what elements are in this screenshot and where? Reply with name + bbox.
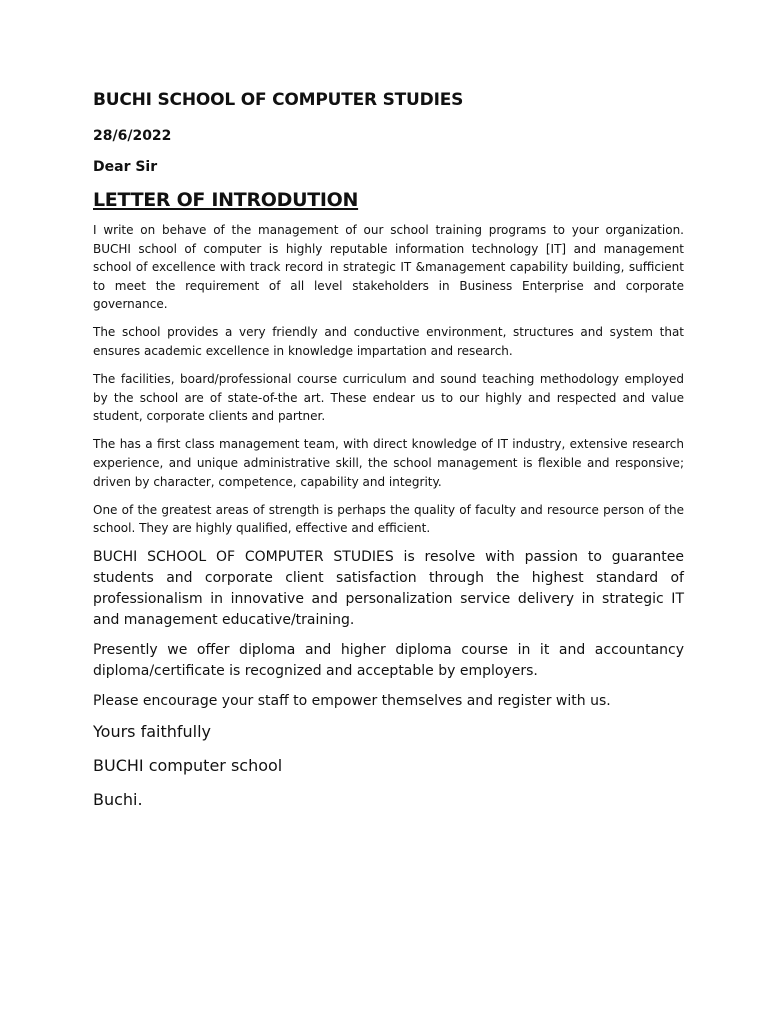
signature-organization: BUCHI computer school [93, 756, 283, 776]
salutation: Dear Sir [93, 159, 158, 175]
letter-subject: LETTER OF INTRODUTION [93, 189, 359, 211]
paragraph-mission: BUCHI SCHOOL OF COMPUTER STUDIES is resolve with passion to guarantee students and corporate client satisfaction through the highest standard of professionalism in innovative and personalization service delivery in strategic IT and management educative/training. [93, 549, 684, 629]
paragraph-environment: The school provides a very friendly and conductive environment, structures and system that ensures academic excellence in knowledge impartation and research. [93, 325, 684, 359]
letter-page [93, 88, 684, 823]
paragraph-facilities: The facilities, board/professional course curriculum and sound teaching methodology employed by the school are of state-of-the art. These endear us to our highly and respected and value student, corporate clients and partner. [93, 372, 684, 424]
school-name-heading: BUCHI SCHOOL OF COMPUTER STUDIES [93, 90, 464, 110]
paragraph-courses: Presently we offer diploma and higher diploma course in it and accountancy diploma/certificate is recognized and acceptable by employers. [93, 642, 684, 680]
paragraph-intro: I write on behave of the management of our school training programs to your organization. BUCHI school of computer is highly reputable information technology [IT] and management school of excellence with track record in strategic IT &management capability building, sufficient to meet the requirement of all level stakeholders in Business Enterprise and corporate governance. [93, 223, 684, 312]
closing-phrase: Yours faithfully [93, 722, 212, 742]
paragraph-management: The has a first class management team, with direct knowledge of IT industry, extensive research experience, and unique administrative skill, the school management is flexible and responsive; driven by character, competence, capability and integrity. [93, 437, 684, 489]
paragraph-encourage: Please encourage your staff to empower themselves and register with us. [93, 693, 611, 710]
letter-date: 28/6/2022 [93, 128, 172, 144]
paragraph-faculty: One of the greatest areas of strength is perhaps the quality of faculty and resource person of the school. They are highly qualified, effective and efficient. [93, 502, 684, 536]
signature-place: Buchi. [93, 790, 143, 810]
